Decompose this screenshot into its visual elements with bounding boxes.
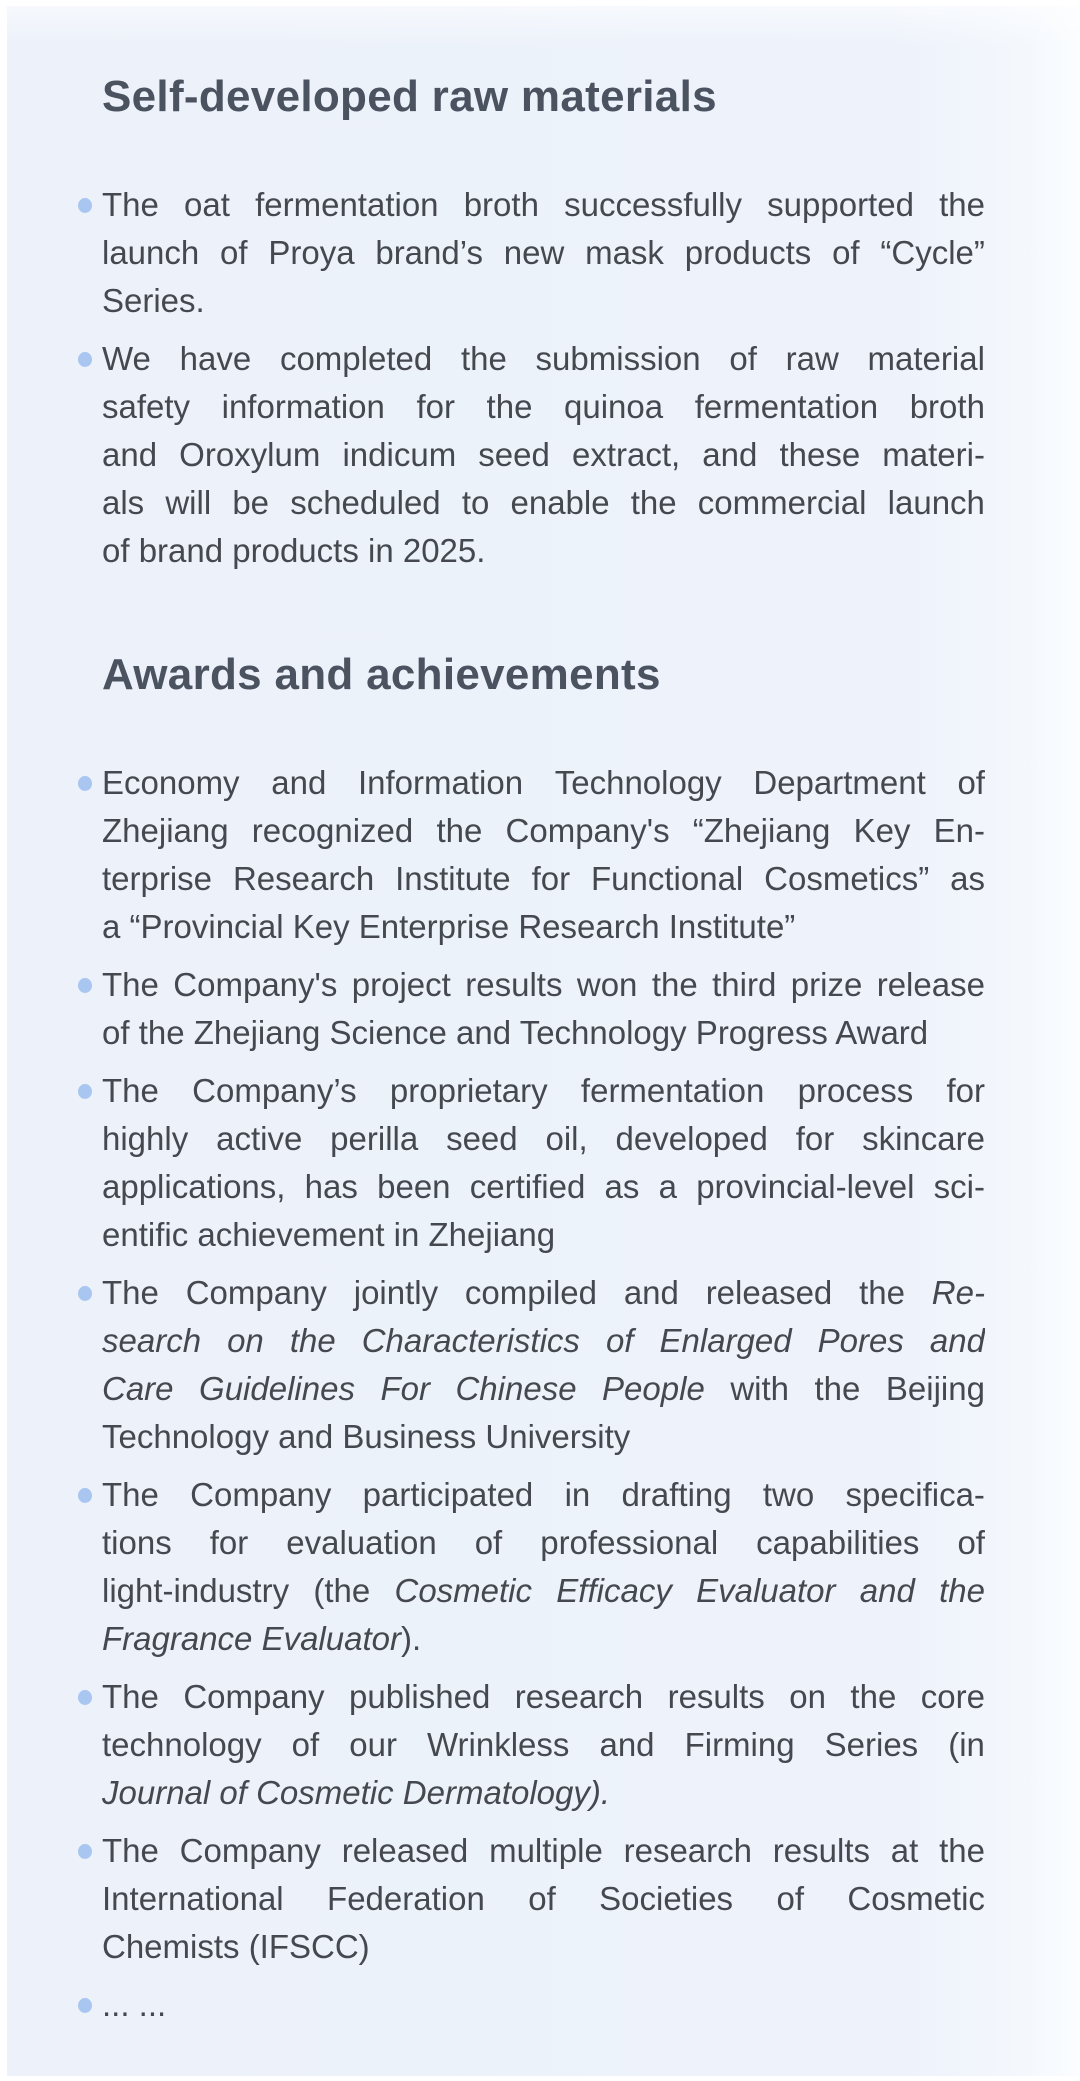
text-line: International Federation of Societies of Cosmetic	[102, 1880, 985, 1917]
text-line: technology of our Wrinkless and Firming Series (in	[102, 1726, 985, 1763]
list-item	[102, 1981, 985, 2029]
list-item	[102, 759, 985, 951]
text-line: Care Guidelines For Chinese People with the Beijing	[102, 1370, 985, 1407]
bullet-dot-icon	[78, 1998, 92, 2013]
text-line: launch of Proya brand’s new mask products of “Cycle”	[102, 234, 985, 271]
page-background	[7, 6, 1080, 2076]
list-item	[102, 1827, 985, 1971]
bullet-dot-icon	[78, 1488, 92, 1503]
text-line: The Company published research results on the core	[102, 1678, 985, 1715]
text-line: The Company's project results won the third prize release	[102, 966, 985, 1003]
text-line: search on the Characteristics of Enlarged Pores and	[102, 1322, 985, 1359]
section-title: Self-developed raw materials	[102, 72, 717, 121]
text-line: Journal of Cosmetic Dermatology).	[102, 1774, 611, 1811]
section-awards-and-achievements	[102, 648, 985, 2029]
text-line: Technology and Business University	[102, 1418, 631, 1455]
text-line: Chemists (IFSCC)	[102, 1928, 370, 1965]
bullet-dot-icon	[78, 198, 92, 213]
text-line: Series.	[102, 282, 205, 319]
bullet-list	[102, 181, 985, 575]
bullet-dot-icon	[78, 352, 92, 367]
bullet-dot-icon	[78, 1286, 92, 1301]
bullet-dot-icon	[78, 1690, 92, 1705]
list-item	[102, 335, 985, 575]
bullet-dot-icon	[78, 978, 92, 993]
section-self-developed-raw-materials	[102, 70, 985, 575]
list-item	[102, 1471, 985, 1663]
text-line: ... ...	[102, 1986, 167, 2023]
text-line: a “Provincial Key Enterprise Research Institute”	[102, 908, 796, 945]
list-item	[102, 1269, 985, 1461]
bullet-list	[102, 759, 985, 2029]
text-line: The Company participated in drafting two specifica-	[102, 1476, 985, 1513]
text-line: als will be scheduled to enable the commercial launch	[102, 484, 985, 521]
bullet-dot-icon	[78, 1084, 92, 1099]
text-line: The oat fermentation broth successfully supported the	[102, 186, 985, 223]
text-line: and Oroxylum indicum seed extract, and these materi-	[102, 436, 985, 473]
bullet-dot-icon	[78, 1844, 92, 1859]
text-line: safety information for the quinoa fermentation broth	[102, 388, 985, 425]
text-line: of the Zhejiang Science and Technology Progress Award	[102, 1014, 929, 1051]
text-line: tions for evaluation of professional capabilities of	[102, 1524, 985, 1561]
text-line: of brand products in 2025.	[102, 532, 486, 569]
text-line: terprise Research Institute for Functional Cosmetics” as	[102, 860, 985, 897]
list-item	[102, 181, 985, 325]
text-line: applications, has been certified as a provincial-level sci-	[102, 1168, 985, 1205]
list-item	[102, 961, 985, 1057]
text-line: Zhejiang recognized the Company's “Zhejiang Key En-	[102, 812, 985, 849]
text-line: Fragrance Evaluator).	[102, 1620, 422, 1657]
text-line: We have completed the submission of raw material	[102, 340, 985, 377]
list-item	[102, 1673, 985, 1817]
text-line: The Company released multiple research results at the	[102, 1832, 985, 1869]
text-line: highly active perilla seed oil, developed for skincare	[102, 1120, 985, 1157]
list-item	[102, 1067, 985, 1259]
section-title: Awards and achievements	[102, 650, 661, 699]
bullet-dot-icon	[78, 776, 92, 791]
text-line: light-industry (the Cosmetic Efficacy Evaluator and the	[102, 1572, 985, 1609]
text-line: entific achievement in Zhejiang	[102, 1216, 556, 1253]
text-line: Economy and Information Technology Department of	[102, 764, 985, 801]
text-line: The Company jointly compiled and released the Re-	[102, 1274, 985, 1311]
content-column	[7, 6, 1080, 2029]
text-line: The Company’s proprietary fermentation process for	[102, 1072, 985, 1109]
